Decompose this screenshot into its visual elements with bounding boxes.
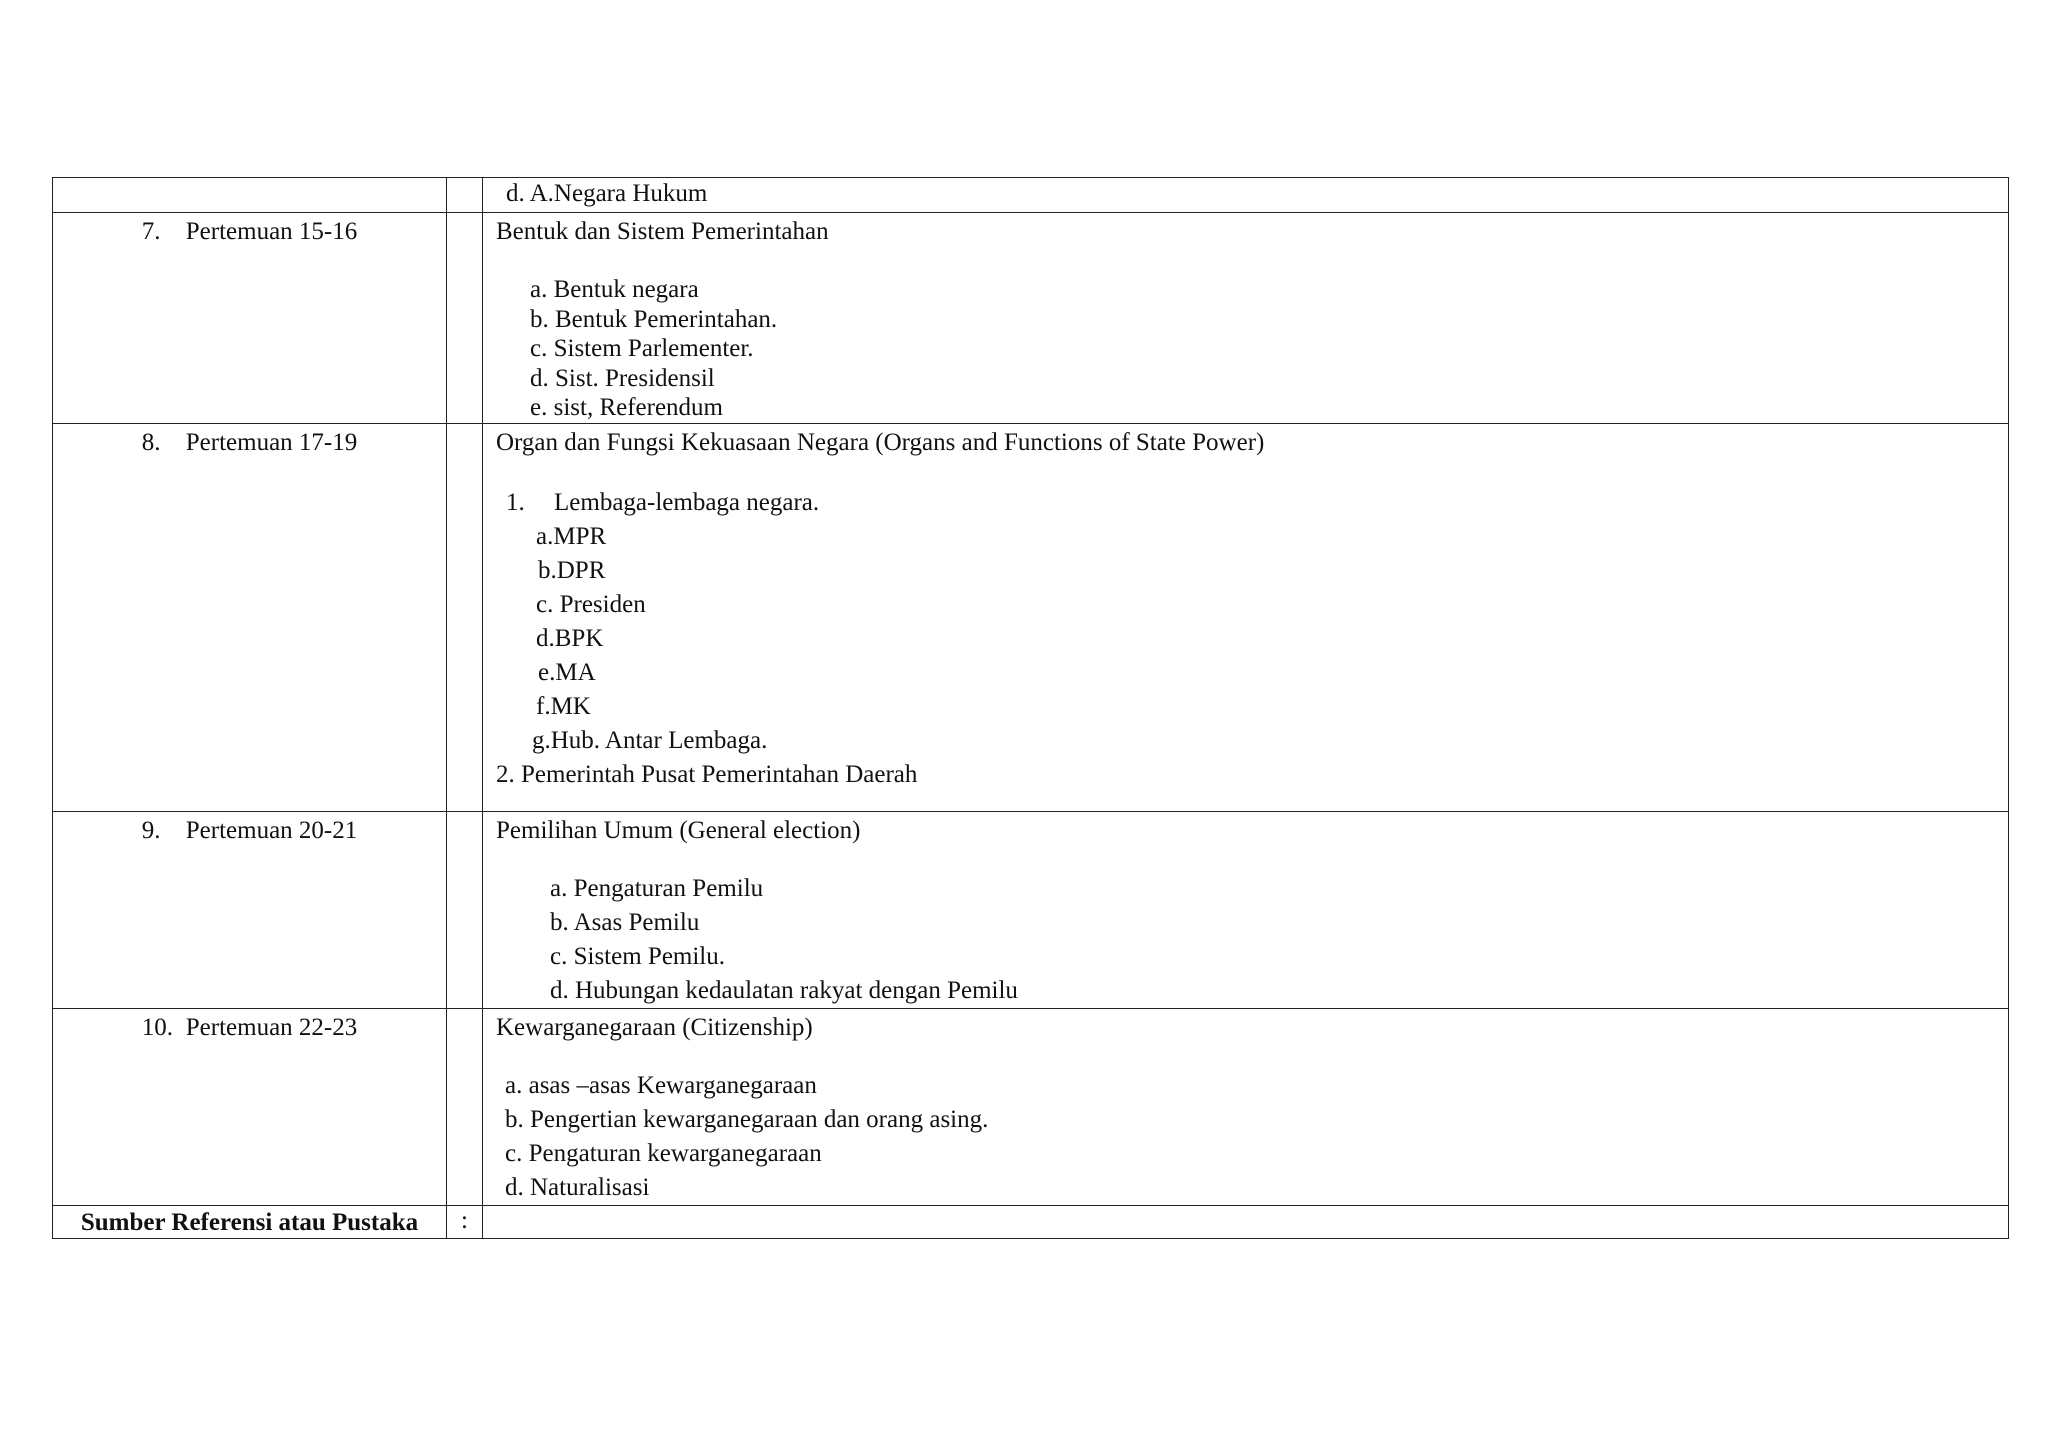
list-text: Lembaga-lembaga negara. [554,488,820,516]
list-item: a.MPR [536,522,607,550]
topic-list [496,275,2008,423]
separator-cell [447,1008,483,1205]
table-row [53,423,2009,811]
list-item: d. Hubungan kedaulatan rakyat dengan Pemilu [550,976,1018,1004]
list-item: e. sist, Referendum [530,394,724,421]
table-row [53,213,2009,424]
topic-title: Pemilihan Umum (General election) [496,816,861,844]
meeting-cell [53,213,447,424]
list-item: a. Bentuk negara [530,276,699,303]
list-item: c. Presiden [536,590,646,618]
syllabus-table [52,177,2009,1239]
meeting-number: 9. [141,816,161,844]
meeting-label: Pertemuan 22-23 [185,1013,358,1041]
table-row [53,1008,2009,1205]
separator-cell [447,423,483,811]
list-item: 2. Pemerintah Pusat Pemerintahan Daerah [496,760,918,788]
topic-title: Bentuk dan Sistem Pemerintahan [496,218,829,245]
list-item: c. Sistem Pemilu. [550,942,725,970]
meeting-label: Pertemuan 20-21 [185,816,358,844]
meeting-number: 10. [141,1013,173,1041]
list-item: g.Hub. Antar Lembaga. [532,726,768,754]
list-item: b. Bentuk Pemerintahan. [530,305,778,333]
table-row [53,178,2009,213]
meeting-number: 7. [141,218,161,245]
meeting-number: 8. [141,428,161,456]
list-number: 1. [506,488,525,516]
reference-row [53,1205,2009,1238]
list-item: b. Pengertian kewarganegaraan dan orang asing. [505,1105,989,1133]
reference-value [483,1205,2009,1238]
topic-cell [483,178,2009,213]
list-item: b. Asas Pemilu [550,908,700,936]
list-item: a. asas –asas Kewarganegaraan [505,1071,817,1099]
topic-title: Kewarganegaraan (Citizenship) [496,1013,813,1041]
separator-cell [447,213,483,424]
meeting-cell [53,178,447,213]
list-item: d. Sist. Presidensil [530,364,715,392]
topic-cell [483,423,2009,811]
topic-list [496,520,2008,758]
topic-cell [483,1008,2009,1205]
list-item: f.MK [536,692,591,720]
list-item: c. Sistem Parlementer. [530,335,754,362]
list-item: d. Naturalisasi [505,1173,650,1201]
topic-title: Organ dan Fungsi Kekuasaan Negara (Organs and Functions of State Power) [496,428,1265,456]
meeting-cell [53,1008,447,1205]
topic-list [496,1069,2008,1205]
reference-label: Sumber Referensi atau Pustaka [53,1205,447,1238]
separator-cell [447,811,483,1008]
separator-cell [447,178,483,213]
reference-colon: : [447,1205,483,1238]
table-row [53,811,2009,1008]
topic-list [496,872,2008,1008]
meeting-label: Pertemuan 17-19 [185,428,358,456]
list-item: c. Pengaturan kewarganegaraan [505,1139,822,1167]
list-item: b.DPR [538,556,606,584]
meeting-cell [53,811,447,1008]
list-item: e.MA [538,658,596,686]
topic-cell [483,811,2009,1008]
meeting-cell [53,423,447,811]
topic-cell [483,213,2009,424]
list-item: d.BPK [536,624,604,652]
meeting-label: Pertemuan 15-16 [185,218,358,245]
list-item: a. Pengaturan Pemilu [550,874,764,902]
list-item: d. A.Negara Hukum [506,180,708,207]
list-item [496,486,2008,520]
